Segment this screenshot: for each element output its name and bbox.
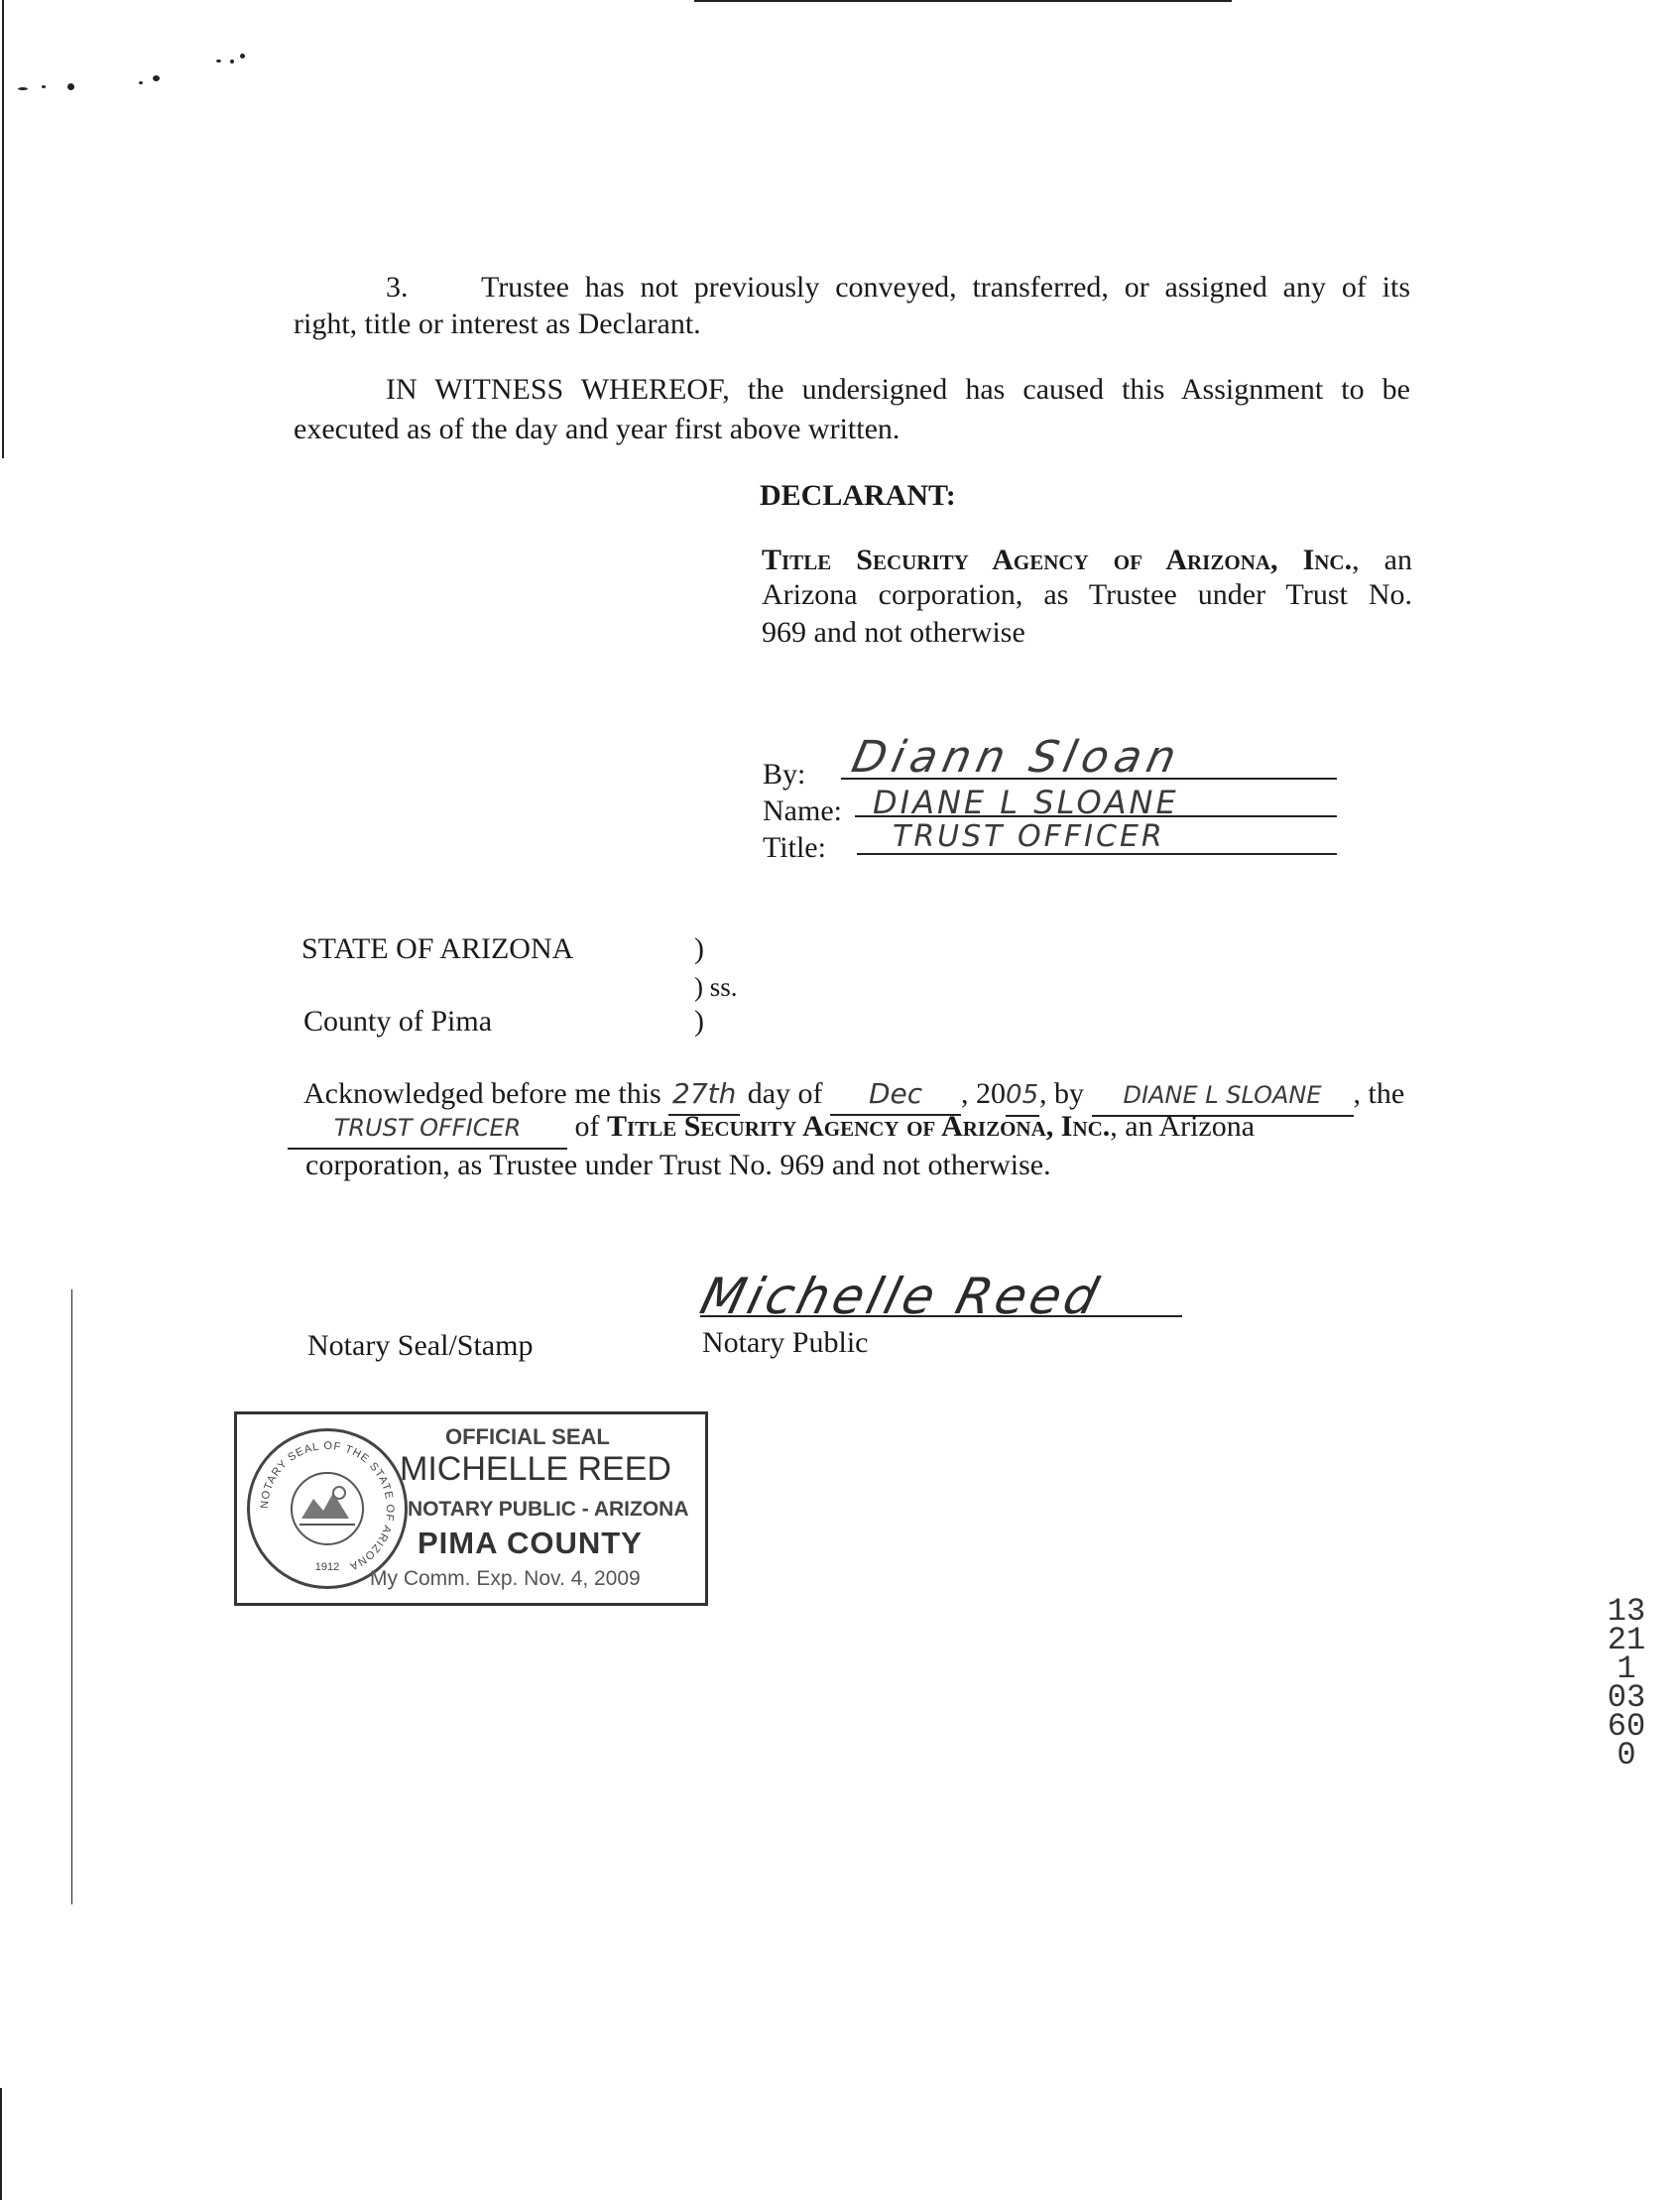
title-label: Title: (763, 831, 826, 864)
seal-ring-year: 1912 (314, 1561, 340, 1573)
ack-line-3: corporation, as Trustee under Trust No. 969 and not otherwise. (305, 1149, 1051, 1181)
notary-signature: Michelle Reed (694, 1268, 1108, 1325)
by-label: By: (763, 758, 806, 791)
name-value: DIANE L SLOANE (873, 784, 1179, 821)
left-margin-line (71, 1289, 72, 1904)
bottom-left-line (0, 2088, 2, 2200)
seal-line-4: PIMA COUNTY (418, 1526, 643, 1560)
venue-state: STATE OF ARIZONA (301, 932, 574, 965)
seal-ring-text (250, 1431, 405, 1586)
top-rule (694, 0, 1232, 2)
paragraph-3-number: 3. (386, 271, 409, 304)
venue-paren-2: ) ss. (694, 972, 738, 1002)
declarant-company-line (762, 541, 1412, 580)
declarant-line-2: Arizona corporation, as Trustee under Trust No. (762, 578, 1412, 611)
venue-paren-1: ) (694, 932, 704, 965)
declarant-heading: DECLARANT: (760, 479, 956, 512)
paragraph-3-line-1: Trustee has not previously conveyed, transferred, or assigned any of its (481, 271, 1410, 304)
witness-line-2: executed as of the day and year first above written. (294, 413, 900, 445)
ack-person: DIANE L SLOANE (1092, 1075, 1354, 1117)
venue-county: County of Pima (303, 1005, 493, 1038)
declarant-line-3: 969 and not otherwise (762, 616, 1025, 649)
name-label: Name: (763, 794, 842, 827)
ack-day: 27th (668, 1074, 740, 1116)
ack-text-3: , 20 (961, 1077, 1007, 1110)
ack-line-2 (288, 1107, 1418, 1150)
declarant-company-suffix: , an (1352, 544, 1412, 576)
declarant-company: Title Security Agency of Arizona, Inc. (762, 544, 1353, 576)
paragraph-3-line-2: right, title or interest as Declarant. (294, 307, 701, 340)
ack-text-5: , the (1353, 1077, 1405, 1110)
document-number: 13211 03600 (1607, 1593, 1646, 1773)
ack-text-7: , an Arizona (1110, 1110, 1256, 1143)
ack-title: TRUST OFFICER (288, 1108, 567, 1150)
witness-line-1: IN WITNESS WHEREOF, the undersigned has caused this Assignment to be (386, 373, 1410, 406)
venue-paren-3: ) (694, 1005, 704, 1038)
arizona-seal-emblem (247, 1428, 408, 1589)
ack-text-4: , by (1039, 1077, 1085, 1110)
seal-ring-label: NOTARY SEAL OF THE STATE OF ARIZONA (258, 1439, 397, 1573)
ack-text-1: Acknowledged before me this (303, 1077, 661, 1110)
notary-seal-stamp (234, 1411, 708, 1606)
ack-text-6: of (574, 1110, 600, 1143)
title-value: TRUST OFFICER (893, 819, 1165, 854)
notary-signature-line (700, 1315, 1182, 1317)
ack-company: Title Security Agency of Arizona, Inc. (607, 1110, 1111, 1143)
seal-line-2: MICHELLE REED (400, 1450, 671, 1488)
notary-public-label: Notary Public (702, 1326, 869, 1359)
ack-text-2: day of (747, 1077, 823, 1110)
ack-year: 05 (1006, 1075, 1039, 1117)
ack-month: Dec (830, 1074, 961, 1116)
by-signature: Diann Sloan (847, 732, 1187, 783)
seal-line-1: OFFICIAL SEAL (445, 1424, 610, 1449)
seal-line-5: My Comm. Exp. Nov. 4, 2009 (370, 1567, 641, 1590)
notary-seal-label: Notary Seal/Stamp (307, 1329, 534, 1362)
left-edge-line (2, 0, 4, 458)
seal-line-3: NOTARY PUBLIC - ARIZONA (408, 1498, 689, 1521)
